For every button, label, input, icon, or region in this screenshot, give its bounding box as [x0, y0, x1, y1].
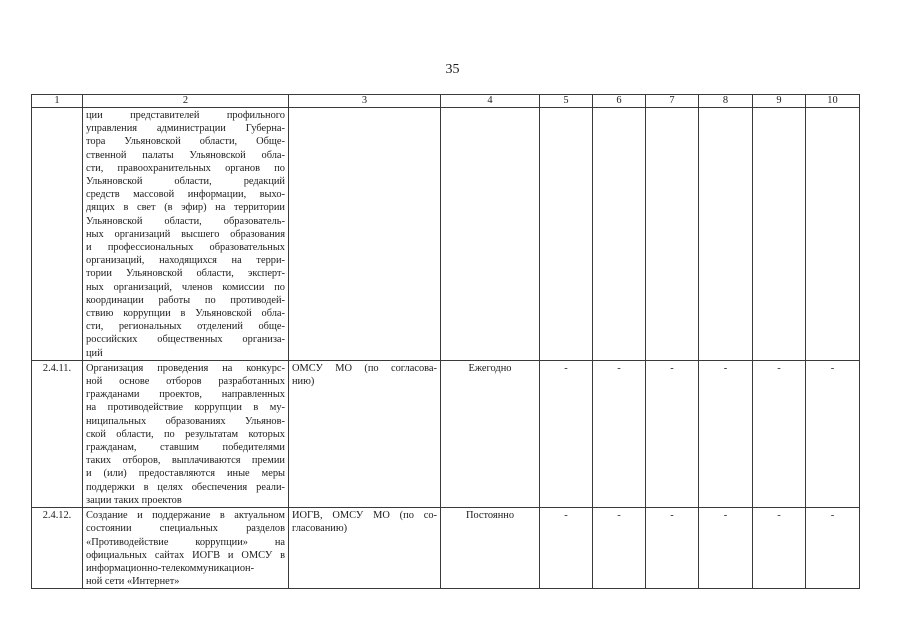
table-header-row	[32, 95, 860, 108]
table-row	[32, 360, 860, 507]
column-header: 9	[753, 95, 806, 108]
table-row	[32, 108, 860, 361]
value-cell: -	[540, 508, 593, 589]
value-cell: -	[699, 360, 753, 507]
column-header: 7	[646, 95, 699, 108]
item-number: 2.4.11.	[32, 360, 83, 507]
plan-table	[31, 94, 860, 589]
table-row	[32, 508, 860, 589]
value-cell: -	[593, 508, 646, 589]
executor: ОМСУ МО (по согласова- нию)	[289, 360, 441, 507]
value-cell: -	[593, 360, 646, 507]
column-header: 1	[32, 95, 83, 108]
value-cell: -	[753, 360, 806, 507]
item-description: ции представителей профильного управления администрации Губерна- тора Ульяновской области, Обще- ственной палаты Ульяновской обла- сти, правоохранительных органов по Ульяновской области, редакций средств массовой информации, выхо- дящих в свет (в эфир) на территории Ульяновской области, образователь- ных организаций высшего образования и профессиональных образовательных организаций, находящихся на терри- тории Ульяновской области, эксперт- ных организаций, членов комиссии по координации работы по противодей- ствию коррупции в Ульяновской обла- сти, региональных отделений обще- российских общественных организа- ций	[83, 108, 289, 361]
value-cell	[540, 108, 593, 361]
period: Ежегодно	[441, 360, 540, 507]
value-cell: -	[646, 508, 699, 589]
column-header: 5	[540, 95, 593, 108]
page-number: 35	[445, 62, 460, 77]
item-description: Создание и поддержание в актуальном состоянии специальных разделов «Противодействие коррупции» на официальных сайтах ИОГВ и ОМСУ в информационно-телекоммуникацион- ной сети «Интернет»	[83, 508, 289, 589]
item-description: Организация проведения на конкурс- ной основе отборов разработанных гражданами проектов, направленных на противодействие коррупции в му- ниципальных образованиях Ульянов- ской области, по результатам которых гражданам, ставшим победителями таких отборов, выплачиваются премии и (или) предоставляются иные меры поддержки в целях обеспечения реали- зации таких проектов	[83, 360, 289, 507]
column-header: 4	[441, 95, 540, 108]
period: Постоянно	[441, 508, 540, 589]
column-header: 8	[699, 95, 753, 108]
column-header: 6	[593, 95, 646, 108]
item-number: 2.4.12.	[32, 508, 83, 589]
value-cell: -	[540, 360, 593, 507]
value-cell	[699, 108, 753, 361]
value-cell: -	[699, 508, 753, 589]
value-cell	[646, 108, 699, 361]
item-number	[32, 108, 83, 361]
value-cell: -	[646, 360, 699, 507]
column-header: 10	[806, 95, 860, 108]
value-cell	[806, 108, 860, 361]
executor: ИОГВ, ОМСУ МО (по со- гласованию)	[289, 508, 441, 589]
value-cell: -	[806, 360, 860, 507]
value-cell: -	[753, 508, 806, 589]
value-cell	[593, 108, 646, 361]
value-cell: -	[806, 508, 860, 589]
column-header: 2	[83, 95, 289, 108]
value-cell	[753, 108, 806, 361]
period	[441, 108, 540, 361]
executor	[289, 108, 441, 361]
column-header: 3	[289, 95, 441, 108]
